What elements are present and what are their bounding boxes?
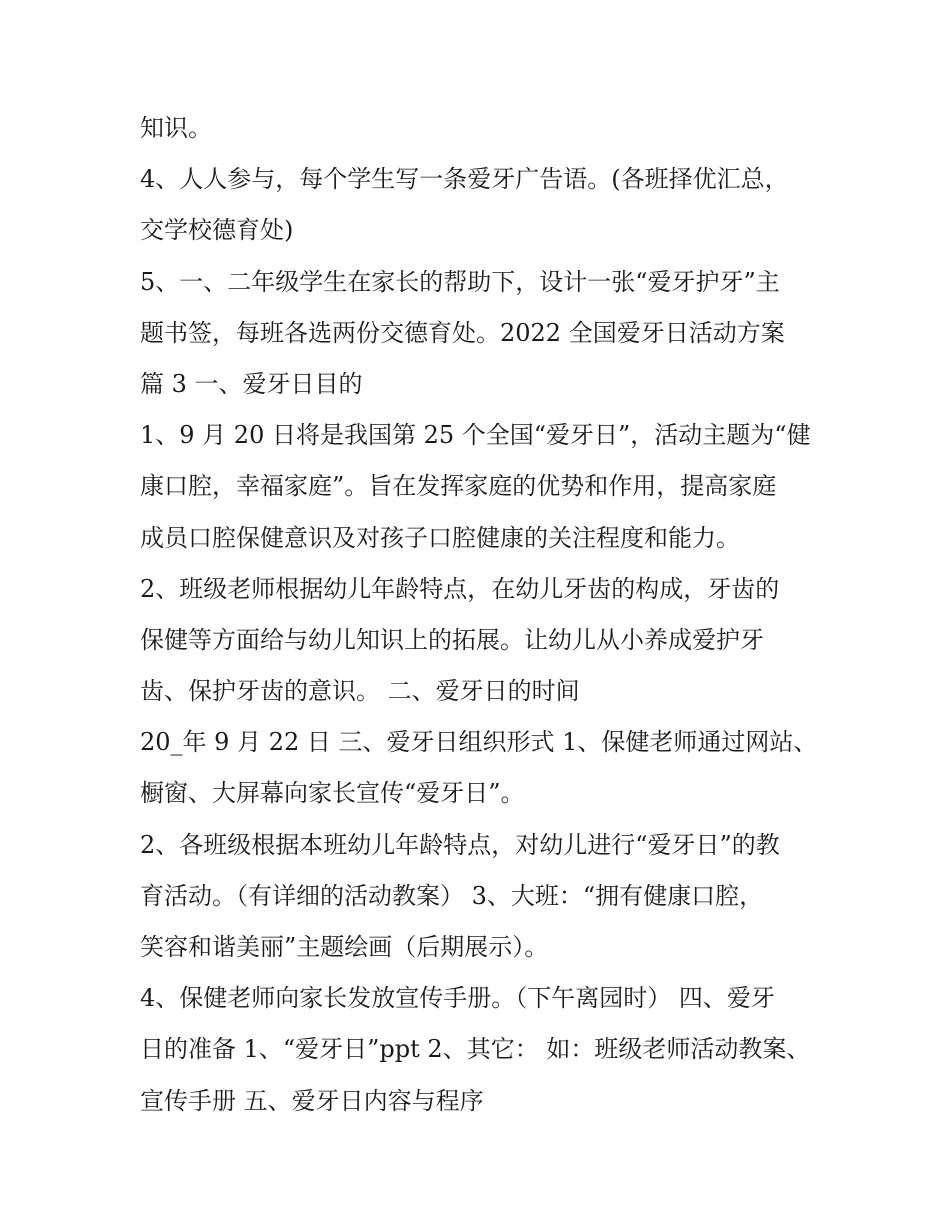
text-line: 笑容和谐美丽”主题绘画（后期展示）。 xyxy=(140,933,549,961)
text-line: 知识。 xyxy=(140,114,212,142)
text-line: 5、一、二年级学生在家长的帮助下，设计一张“爱牙护牙”主 xyxy=(140,267,780,296)
text-line: 2、各班级根据本班幼儿年龄特点，对幼儿进行“爱牙日”的教 xyxy=(140,830,780,859)
text-line: 4、人人参与，每个学生写一条爱牙广告语。(各班择优汇总， xyxy=(140,165,789,194)
text-line: 交学校德育处) xyxy=(140,216,294,245)
text-line: 保健等方面给与幼儿知识上的拓展。让幼儿从小养成爱护牙 xyxy=(140,625,764,654)
document-body xyxy=(140,103,820,1127)
text-line: 齿、保护牙齿的意识。 二、爱牙日的时间 xyxy=(140,677,580,706)
text-line: 20_年 9 月 22 日 三、爱牙日组织形式 1、保健老师通过网站、 xyxy=(140,728,818,757)
text-line: 题书签，每班各选两份交德育处。2022 全国爱牙日活动方案 xyxy=(140,318,785,347)
text-line: 日的准备 1、“爱牙日”ppt 2、其它： 如：班级老师活动教案、 xyxy=(140,1035,811,1064)
text-line: 篇 3 一、爱牙日目的 xyxy=(140,369,363,398)
text-line: 成员口腔保健意识及对孩子口腔健康的关注程度和能力。 xyxy=(140,523,740,552)
text-line: 育活动。（有详细的活动教案） 3、大班：“拥有健康口腔， xyxy=(140,881,764,910)
text-line: 1、9 月 20 日将是我国第 25 个全国“爱牙日”，活动主题为“健 xyxy=(140,421,811,450)
text-line: 橱窗、大屏幕向家长宣传“爱牙日”。 xyxy=(140,779,525,808)
text-line: 宣传手册 五、爱牙日内容与程序 xyxy=(140,1086,484,1115)
text-line: 4、保健老师向家长发放宣传手册。（下午离园时） 四、爱牙 xyxy=(140,984,775,1013)
text-line: 康口腔，幸福家庭”。旨在发挥家庭的优势和作用，提高家庭 xyxy=(140,472,777,501)
text-line: 2、班级老师根据幼儿年龄特点，在幼儿牙齿的构成，牙齿的 xyxy=(140,574,780,603)
